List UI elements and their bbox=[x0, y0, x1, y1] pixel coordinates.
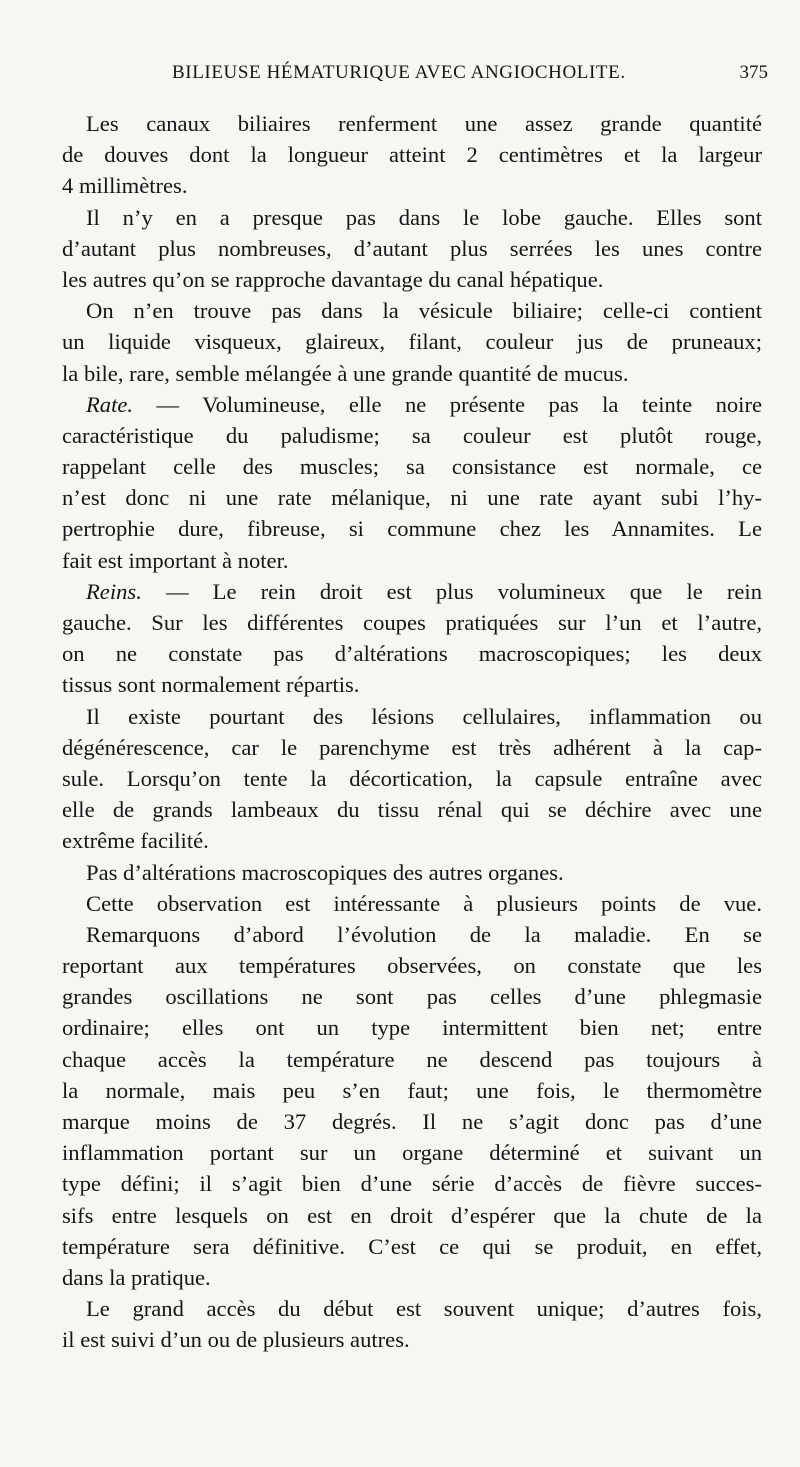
text-line: on ne constate pas d’altérations macroscopiques; les deux bbox=[62, 641, 762, 667]
running-title: BILIEUSE HÉMATURIQUE AVEC ANGIOCHOLITE. bbox=[172, 62, 626, 83]
text-line: dégénérescence, car le parenchyme est très adhérent à la cap- bbox=[62, 734, 762, 760]
text-line: Il n’y en a presque pas dans le lobe gauche. Elles sont bbox=[86, 204, 762, 230]
body-text bbox=[62, 108, 762, 1356]
text-line: grandes oscillations ne sont pas celles d’une phlegmasie bbox=[62, 984, 762, 1010]
page-number: 375 bbox=[739, 62, 768, 83]
text-line: la normale, mais peu s’en faut; une fois, le thermomètre bbox=[62, 1077, 762, 1103]
text-line: dans la pratique. bbox=[62, 1264, 211, 1290]
text-line: les autres qu’on se rapproche davantage du canal hépatique. bbox=[62, 266, 604, 292]
text-line: n’est donc ni une rate mélanique, ni une rate ayant subi l’hy- bbox=[62, 485, 762, 511]
text-line: chaque accès la température ne descend pas toujours à bbox=[62, 1046, 762, 1072]
text-line: reportant aux températures observées, on constate que les bbox=[62, 953, 762, 979]
text-line: un liquide visqueux, glaireux, filant, couleur jus de pruneaux; bbox=[62, 329, 762, 355]
page-header bbox=[150, 62, 768, 92]
text-line: ordinaire; elles ont un type intermittent bien net; entre bbox=[62, 1015, 762, 1041]
text-line: extrême facilité. bbox=[62, 828, 209, 854]
text-line: fait est important à noter. bbox=[62, 547, 289, 573]
section-label-reins: Reins. bbox=[86, 578, 142, 604]
text-line bbox=[62, 389, 762, 420]
text-span: — Le rein droit est plus volumineux que le rein bbox=[141, 578, 762, 604]
text-line: d’autant plus nombreuses, d’autant plus serrées les unes contre bbox=[62, 235, 762, 261]
text-line: sule. Lorsqu’on tente la décortication, la capsule entraîne avec bbox=[62, 765, 762, 791]
text-line: elle de grands lambeaux du tissu rénal qui se déchire avec une bbox=[62, 797, 762, 823]
text-line: Les canaux biliaires renferment une assez grande quantité bbox=[86, 111, 762, 136]
text-line: type défini; il s’agit bien d’une série d’accès de fièvre succes- bbox=[62, 1171, 762, 1197]
text-line: sifs entre lesquels on est en droit d’espérer que la chute de la bbox=[62, 1202, 762, 1228]
text-line: 4 millimètres. bbox=[62, 173, 188, 199]
text-line: marque moins de 37 degrés. Il ne s’agit donc pas d’une bbox=[62, 1109, 762, 1134]
text-line: caractéristique du paludisme; sa couleur est plutôt rouge, bbox=[62, 422, 762, 448]
text-line: inflammation portant sur un organe déterminé et suivant un bbox=[62, 1140, 762, 1166]
text-line: température sera définitive. C’est ce qui se produit, en effet, bbox=[62, 1233, 762, 1259]
text-line: Pas d’altérations macroscopiques des autres organes. bbox=[86, 859, 564, 885]
text-line: Remarquons d’abord l’évolution de la maladie. En se bbox=[86, 921, 762, 947]
text-line: Il existe pourtant des lésions cellulaires, inflammation ou bbox=[86, 703, 762, 729]
section-label-rate: Rate. bbox=[86, 391, 134, 417]
text-line: rappelant celle des muscles; sa consistance est normale, ce bbox=[62, 454, 762, 480]
text-line: On n’en trouve pas dans la vésicule biliaire; celle-ci contient bbox=[86, 298, 762, 324]
text-line: de douves dont la longueur atteint 2 centimètres et la largeur bbox=[62, 142, 762, 168]
text-line: il est suivi d’un ou de plusieurs autres. bbox=[62, 1327, 410, 1353]
text-line: pertrophie dure, fibreuse, si commune chez les Annamites. Le bbox=[62, 516, 762, 542]
text-line: la bile, rare, semble mélangée à une grande quantité de mucus. bbox=[62, 360, 629, 386]
text-span: — Volumineuse, elle ne présente pas la teinte noire bbox=[133, 391, 762, 417]
text-line: tissus sont normalement répartis. bbox=[62, 672, 360, 698]
text-line: gauche. Sur les différentes coupes pratiquées sur l’un et l’autre, bbox=[62, 610, 762, 635]
text-line: Le grand accès du début est souvent unique; d’autres fois, bbox=[86, 1296, 762, 1322]
text-line bbox=[62, 576, 762, 607]
text-line: Cette observation est intéressante à plusieurs points de vue. bbox=[86, 890, 762, 916]
